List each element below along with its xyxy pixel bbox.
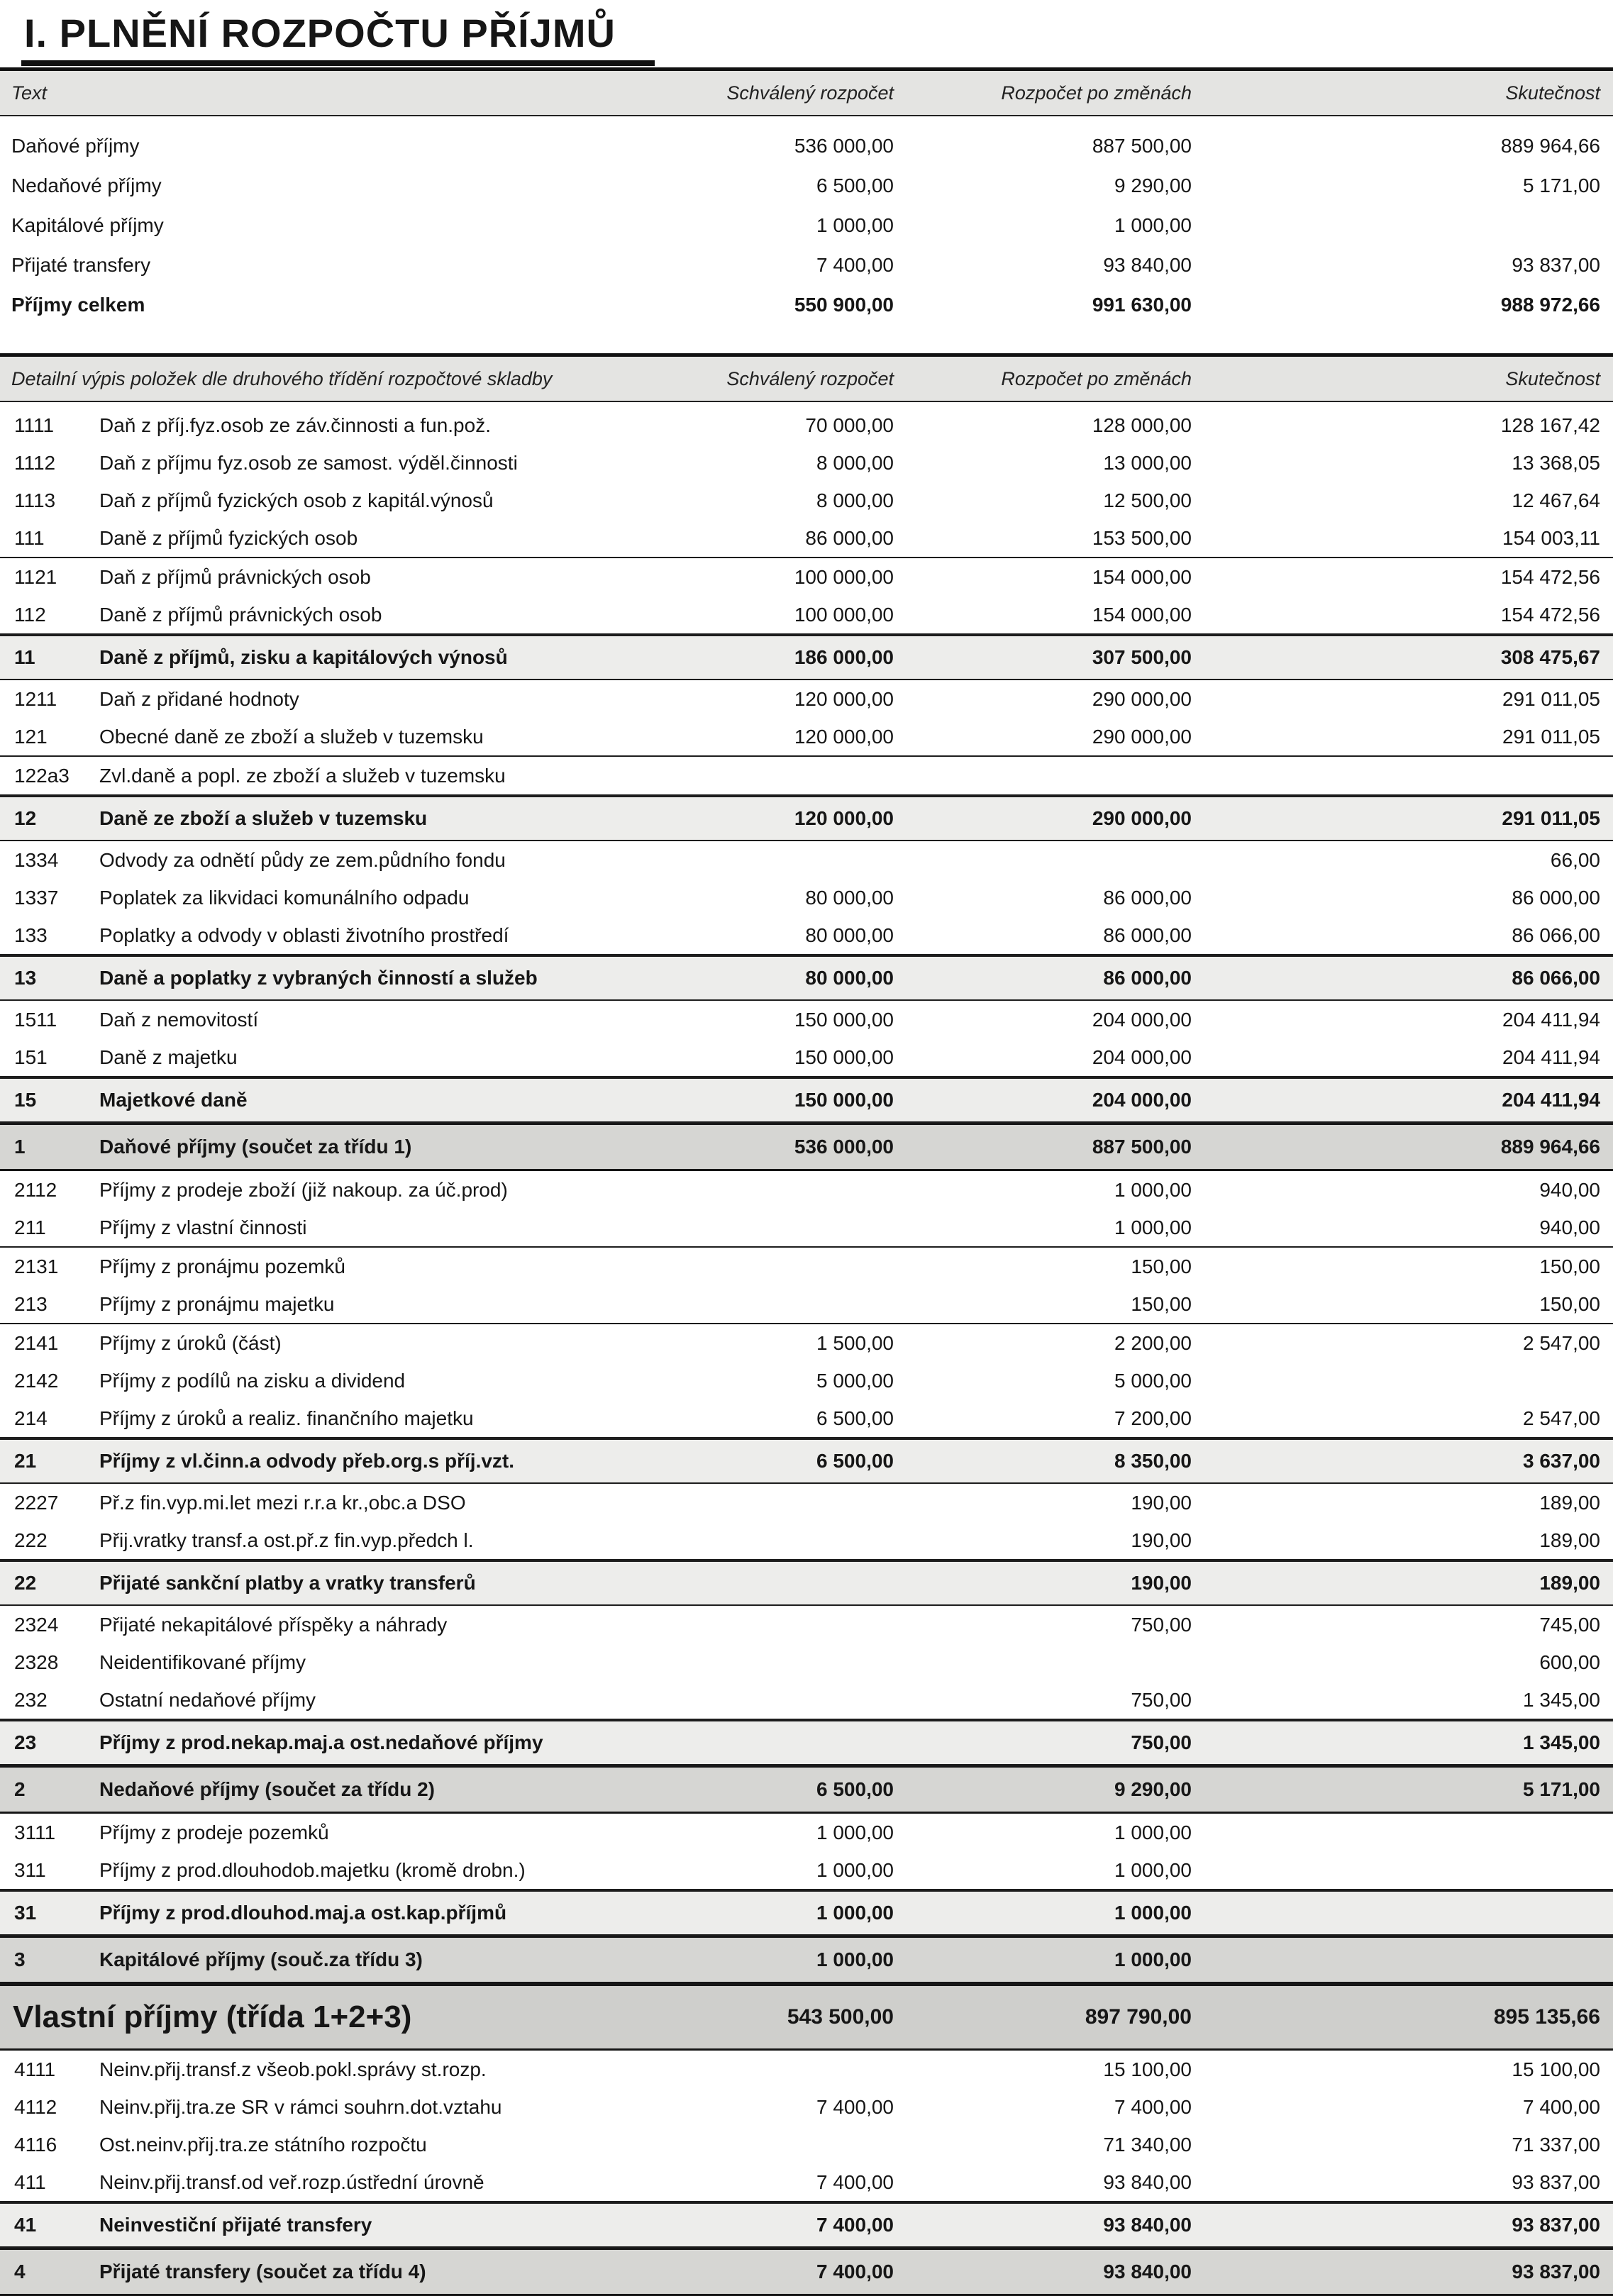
row-label: Příjmy z podílů na zisku a dividend xyxy=(99,1369,406,1392)
row-actual-value: 291 011,05 xyxy=(1502,687,1600,710)
row-label: Daň z příj.fyz.osob ze záv.činnosti a fun.pož. xyxy=(99,414,491,436)
row-label: Příjmy z pronájmu majetku xyxy=(99,1292,335,1315)
row-label: Vlastní příjmy (třída 1+2+3) xyxy=(13,2000,412,2034)
row-label: Ost.neinv.přij.tra.ze státního rozpočtu xyxy=(99,2133,427,2156)
budget-item-row xyxy=(0,1643,1613,1681)
row-label: Daně z příjmů fyzických osob xyxy=(99,526,358,549)
row-amended-value: 150,00 xyxy=(1131,1292,1192,1315)
row-amended-value: 1 000,00 xyxy=(1114,1948,1192,1970)
row-amended-value: 8 350,00 xyxy=(1114,1450,1192,1472)
budget-item-row xyxy=(0,1984,1613,2051)
row-amended-value: 1 000,00 xyxy=(1114,1858,1192,1881)
row-amended-value: 750,00 xyxy=(1131,1731,1192,1753)
row-label: Příjmy z úroků a realiz. finančního majetku xyxy=(99,1407,474,1429)
row-amended-value: 128 000,00 xyxy=(1092,414,1192,436)
amended-budget-column-header: Rozpočet po změnách xyxy=(1001,82,1192,104)
row-label: Kapitálové příjmy (souč.za třídu 3) xyxy=(99,1948,423,1970)
row-label: Nedaňové příjmy (součet za třídu 2) xyxy=(99,1778,435,1800)
row-actual-value: 5 171,00 xyxy=(1523,1778,1600,1800)
row-label: Příjmy z vlastní činnosti xyxy=(99,1216,307,1238)
budget-item-row xyxy=(0,596,1613,635)
row-code: 1337 xyxy=(14,886,59,909)
row-actual-value: 2 547,00 xyxy=(1523,1407,1600,1429)
row-label: Poplatek za likvidaci komunálního odpadu xyxy=(99,886,470,909)
row-actual-value: 66,00 xyxy=(1550,848,1600,871)
budget-item-row xyxy=(0,1077,1613,1123)
row-actual-value: 204 411,94 xyxy=(1502,1008,1600,1031)
row-label: Obecné daně ze zboží a služeb v tuzemsku xyxy=(99,725,484,748)
row-approved-value: 7 400,00 xyxy=(816,2095,894,2118)
detail-header-row xyxy=(0,353,1613,402)
row-code: 411 xyxy=(14,2170,46,2193)
row-actual-value: 86 066,00 xyxy=(1512,924,1600,946)
row-amended-value: 1 000,00 xyxy=(1114,214,1192,236)
budget-item-row xyxy=(0,2051,1613,2088)
approved-budget-column-header: Schválený rozpočet xyxy=(726,82,894,104)
row-code: 12 xyxy=(14,807,37,829)
row-approved-value: 1 000,00 xyxy=(816,214,894,236)
row-label: Neinv.přij.transf.z všeob.pokl.správy st.rozp. xyxy=(99,2058,487,2080)
row-approved-value: 6 500,00 xyxy=(816,174,894,196)
row-actual-value: 93 837,00 xyxy=(1512,254,1600,276)
row-actual-value: 189,00 xyxy=(1539,1529,1600,1551)
row-approved-value: 70 000,00 xyxy=(805,414,894,436)
row-actual-value: 204 411,94 xyxy=(1502,1089,1600,1111)
row-code: 2131 xyxy=(14,1255,59,1277)
row-label: Neinv.přij.transf.od veř.rozp.ústřední úrovně xyxy=(99,2170,484,2193)
detail-section-header: Detailní výpis položek dle druhového třídění rozpočtové skladby xyxy=(11,367,553,389)
row-amended-value: 204 000,00 xyxy=(1092,1089,1192,1111)
budget-item-row xyxy=(0,1362,1613,1399)
budget-item-row xyxy=(0,1001,1613,1038)
budget-item-row xyxy=(0,1851,1613,1890)
row-code: 21 xyxy=(14,1450,37,1472)
row-actual-value: 3 637,00 xyxy=(1523,1450,1600,1472)
row-label: Daně a poplatky z vybraných činností a služeb xyxy=(99,967,538,989)
row-label: Daňové příjmy xyxy=(11,135,140,157)
row-label: Příjmy z prod.dlouhod.maj.a ost.kap.příjmů xyxy=(99,1902,507,1924)
budget-item-row xyxy=(0,1248,1613,1285)
row-code: 11 xyxy=(14,646,35,668)
row-actual-value: 15 100,00 xyxy=(1512,2058,1600,2080)
row-approved-value: 6 500,00 xyxy=(816,1450,894,1472)
row-amended-value: 93 840,00 xyxy=(1103,2170,1192,2193)
row-label: Ostatní nedaňové příjmy xyxy=(99,1688,316,1711)
row-amended-value: 86 000,00 xyxy=(1103,967,1192,989)
budget-item-row xyxy=(0,757,1613,796)
budget-item-row xyxy=(0,1560,1613,1606)
row-code: 4 xyxy=(14,2261,26,2283)
row-approved-value: 120 000,00 xyxy=(794,687,894,710)
row-amended-value: 15 100,00 xyxy=(1103,2058,1192,2080)
row-actual-value: 154 472,56 xyxy=(1500,565,1600,588)
row-amended-value: 897 790,00 xyxy=(1085,2005,1192,2029)
row-label: Daňové příjmy (součet za třídu 1) xyxy=(99,1136,412,1158)
summary-row xyxy=(0,166,1613,206)
row-amended-value: 153 500,00 xyxy=(1092,526,1192,549)
row-actual-value: 204 411,94 xyxy=(1502,1046,1600,1068)
row-approved-value: 120 000,00 xyxy=(794,807,894,829)
budget-item-row xyxy=(0,558,1613,596)
row-approved-value: 120 000,00 xyxy=(794,725,894,748)
budget-item-row xyxy=(0,1324,1613,1362)
row-approved-value: 1 000,00 xyxy=(816,1902,894,1924)
amended-budget-column-header-2: Rozpočet po změnách xyxy=(1001,367,1192,389)
row-label: Příjmy z prodeje pozemků xyxy=(99,1821,329,1843)
row-approved-value: 150 000,00 xyxy=(794,1089,894,1111)
row-approved-value: 86 000,00 xyxy=(805,526,894,549)
row-approved-value: 543 500,00 xyxy=(787,2005,894,2029)
row-approved-value: 100 000,00 xyxy=(794,603,894,626)
row-approved-value: 100 000,00 xyxy=(794,565,894,588)
row-amended-value: 190,00 xyxy=(1131,1529,1192,1551)
row-code: 133 xyxy=(14,924,48,946)
row-code: 15 xyxy=(14,1089,37,1111)
row-amended-value: 9 290,00 xyxy=(1114,174,1192,196)
row-amended-value: 750,00 xyxy=(1131,1613,1192,1636)
budget-item-row xyxy=(0,1765,1613,1814)
row-code: 2112 xyxy=(14,1178,57,1201)
row-code: 2227 xyxy=(14,1491,59,1514)
row-code: 31 xyxy=(14,1902,37,1924)
summary-row xyxy=(0,245,1613,285)
row-actual-value: 150,00 xyxy=(1539,1292,1600,1315)
budget-item-row xyxy=(0,955,1613,1001)
row-approved-value: 150 000,00 xyxy=(794,1008,894,1031)
row-approved-value: 1 000,00 xyxy=(816,1948,894,1970)
row-amended-value: 290 000,00 xyxy=(1092,725,1192,748)
budget-item-row xyxy=(0,680,1613,718)
row-code: 1113 xyxy=(14,489,56,511)
row-approved-value: 550 900,00 xyxy=(794,294,894,316)
row-code: 111 xyxy=(14,526,45,549)
row-actual-value: 189,00 xyxy=(1539,1491,1600,1514)
summary-table xyxy=(0,126,1613,325)
row-amended-value: 86 000,00 xyxy=(1103,924,1192,946)
row-approved-value: 186 000,00 xyxy=(794,646,894,668)
row-amended-value: 2 200,00 xyxy=(1114,1331,1192,1354)
row-code: 1334 xyxy=(14,848,59,871)
row-actual-value: 1 345,00 xyxy=(1523,1688,1600,1711)
row-code: 1112 xyxy=(14,451,56,474)
row-label: Neidentifikované příjmy xyxy=(99,1651,306,1673)
row-approved-value: 7 400,00 xyxy=(816,2261,894,2283)
row-label: Příjmy z úroků (část) xyxy=(99,1331,282,1354)
row-approved-value: 6 500,00 xyxy=(816,1778,894,1800)
row-actual-value: 940,00 xyxy=(1539,1178,1600,1201)
budget-item-row xyxy=(0,1521,1613,1560)
budget-item-row xyxy=(0,1484,1613,1521)
row-amended-value: 750,00 xyxy=(1131,1688,1192,1711)
row-label: Přijaté transfery (součet za třídu 4) xyxy=(99,2261,426,2283)
row-approved-value: 536 000,00 xyxy=(794,135,894,157)
row-code: 222 xyxy=(14,1529,48,1551)
row-code: 4112 xyxy=(14,2095,57,2118)
row-actual-value: 2 547,00 xyxy=(1523,1331,1600,1354)
summary-row xyxy=(0,126,1613,166)
row-actual-value: 291 011,05 xyxy=(1502,725,1600,748)
row-amended-value: 204 000,00 xyxy=(1092,1046,1192,1068)
budget-item-row xyxy=(0,2163,1613,2202)
row-amended-value: 887 500,00 xyxy=(1092,135,1192,157)
budget-item-row xyxy=(0,1890,1613,1936)
row-approved-value: 80 000,00 xyxy=(805,886,894,909)
row-actual-value: 154 472,56 xyxy=(1500,603,1600,626)
row-actual-value: 988 972,66 xyxy=(1500,294,1600,316)
row-approved-value: 80 000,00 xyxy=(805,967,894,989)
row-code: 121 xyxy=(14,725,48,748)
row-amended-value: 12 500,00 xyxy=(1103,489,1192,511)
budget-item-row xyxy=(0,2126,1613,2163)
row-approved-value: 150 000,00 xyxy=(794,1046,894,1068)
row-label: Daň z přidané hodnoty xyxy=(99,687,299,710)
row-code: 2 xyxy=(14,1778,26,1800)
budget-item-row xyxy=(0,635,1613,680)
detail-table xyxy=(0,406,1613,2296)
budget-item-row xyxy=(0,2088,1613,2126)
budget-item-row xyxy=(0,1171,1613,1209)
row-code: 213 xyxy=(14,1292,48,1315)
budget-item-row xyxy=(0,1038,1613,1077)
approved-budget-column-header-2: Schválený rozpočet xyxy=(726,367,894,389)
row-label: Poplatky a odvody v oblasti životního prostředí xyxy=(99,924,509,946)
row-actual-value: 889 964,66 xyxy=(1500,1136,1600,1158)
row-actual-value: 86 000,00 xyxy=(1512,886,1600,909)
row-label: Přij.vratky transf.a ost.př.z fin.vyp.předch l. xyxy=(99,1529,474,1551)
row-code: 22 xyxy=(14,1572,37,1594)
row-actual-value: 93 837,00 xyxy=(1512,2261,1600,2283)
row-code: 112 xyxy=(14,603,46,626)
row-amended-value: 1 000,00 xyxy=(1114,1178,1192,1201)
row-approved-value: 5 000,00 xyxy=(816,1369,894,1392)
row-actual-value: 12 467,64 xyxy=(1512,489,1600,511)
budget-item-row xyxy=(0,482,1613,519)
row-amended-value: 7 400,00 xyxy=(1114,2095,1192,2118)
budget-item-row xyxy=(0,879,1613,916)
row-approved-value: 7 400,00 xyxy=(816,254,894,276)
budget-item-row xyxy=(0,406,1613,444)
row-actual-value: 13 368,05 xyxy=(1512,451,1600,474)
row-approved-value: 6 500,00 xyxy=(816,1407,894,1429)
row-label: Přijaté transfery xyxy=(11,254,151,276)
summary-text-column-header: Text xyxy=(11,82,48,104)
row-approved-value: 8 000,00 xyxy=(816,489,894,511)
row-code: 1211 xyxy=(14,687,57,710)
row-amended-value: 93 840,00 xyxy=(1103,254,1192,276)
budget-item-row xyxy=(0,519,1613,558)
row-code: 2324 xyxy=(14,1613,59,1636)
row-approved-value: 1 000,00 xyxy=(816,1858,894,1881)
budget-item-row xyxy=(0,2202,1613,2248)
row-approved-value: 536 000,00 xyxy=(794,1136,894,1158)
row-approved-value: 1 500,00 xyxy=(816,1331,894,1354)
row-label: Zvl.daně a popl. ze zboží a služeb v tuzemsku xyxy=(99,764,506,787)
budget-item-row xyxy=(0,1606,1613,1643)
budget-item-row xyxy=(0,1814,1613,1851)
row-amended-value: 190,00 xyxy=(1131,1572,1192,1594)
row-amended-value: 93 840,00 xyxy=(1103,2214,1192,2236)
row-actual-value: 889 964,66 xyxy=(1500,135,1600,157)
row-code: 1511 xyxy=(14,1008,57,1031)
row-code: 2328 xyxy=(14,1651,59,1673)
row-amended-value: 71 340,00 xyxy=(1103,2133,1192,2156)
row-actual-value: 93 837,00 xyxy=(1512,2214,1600,2236)
row-label: Daně ze zboží a služeb v tuzemsku xyxy=(99,807,428,829)
row-code: 2141 xyxy=(14,1331,59,1354)
row-code: 122a3 xyxy=(14,764,70,787)
row-label: Daň z příjmů právnických osob xyxy=(99,565,371,588)
row-label: Daň z nemovitostí xyxy=(99,1008,259,1031)
row-label: Příjmy z pronájmu pozemků xyxy=(99,1255,346,1277)
row-actual-value: 86 066,00 xyxy=(1512,967,1600,989)
row-amended-value: 5 000,00 xyxy=(1114,1369,1192,1392)
row-amended-value: 9 290,00 xyxy=(1114,1778,1192,1800)
row-actual-value: 150,00 xyxy=(1539,1255,1600,1277)
row-label: Příjmy z vl.činn.a odvody přeb.org.s příj.vzt. xyxy=(99,1450,515,1472)
row-actual-value: 189,00 xyxy=(1539,1572,1600,1594)
page-title: I. PLNĚNÍ ROZPOČTU PŘÍJMŮ xyxy=(21,10,655,66)
row-amended-value: 13 000,00 xyxy=(1103,451,1192,474)
row-label: Neinvestiční přijaté transfery xyxy=(99,2214,372,2236)
summary-header-row xyxy=(0,67,1613,116)
row-actual-value: 1 345,00 xyxy=(1523,1731,1600,1753)
row-code: 151 xyxy=(14,1046,48,1068)
row-label: Neinv.přij.tra.ze SR v rámci souhrn.dot.vztahu xyxy=(99,2095,502,2118)
row-amended-value: 1 000,00 xyxy=(1114,1216,1192,1238)
row-label: Daň z příjmu fyz.osob ze samost. výděl.činnosti xyxy=(99,451,518,474)
row-label: Př.z fin.vyp.mi.let mezi r.r.a kr.,obc.a DSO xyxy=(99,1491,466,1514)
row-approved-value: 8 000,00 xyxy=(816,451,894,474)
row-actual-value: 600,00 xyxy=(1539,1651,1600,1673)
row-label: Daň z příjmů fyzických osob z kapitál.výnosů xyxy=(99,489,494,511)
row-actual-value: 128 167,42 xyxy=(1500,414,1600,436)
budget-item-row xyxy=(0,1438,1613,1484)
row-code: 2142 xyxy=(14,1369,59,1392)
row-amended-value: 1 000,00 xyxy=(1114,1902,1192,1924)
row-code: 13 xyxy=(14,967,37,989)
budget-item-row xyxy=(0,444,1613,482)
row-code: 4111 xyxy=(14,2058,56,2080)
budget-item-row xyxy=(0,1209,1613,1248)
row-label: Přijaté nekapitálové příspěky a náhrady xyxy=(99,1613,448,1636)
row-code: 4116 xyxy=(14,2133,57,2156)
row-label: Majetkové daně xyxy=(99,1089,248,1111)
row-label: Daně z majetku xyxy=(99,1046,238,1068)
row-code: 41 xyxy=(14,2214,37,2236)
row-code: 214 xyxy=(14,1407,48,1429)
budget-item-row xyxy=(0,2248,1613,2296)
row-actual-value: 93 837,00 xyxy=(1512,2170,1600,2193)
row-code: 1121 xyxy=(14,565,57,588)
row-actual-value: 154 003,11 xyxy=(1502,526,1600,549)
row-amended-value: 307 500,00 xyxy=(1092,646,1192,668)
row-actual-value: 895 135,66 xyxy=(1493,2005,1600,2029)
row-amended-value: 93 840,00 xyxy=(1103,2261,1192,2283)
row-amended-value: 887 500,00 xyxy=(1092,1136,1192,1158)
row-code: 1 xyxy=(14,1136,26,1158)
row-code: 3 xyxy=(14,1948,26,1970)
row-code: 211 xyxy=(14,1216,46,1238)
budget-item-row xyxy=(0,1123,1613,1171)
budget-item-row xyxy=(0,1285,1613,1324)
row-amended-value: 204 000,00 xyxy=(1092,1008,1192,1031)
budget-item-row xyxy=(0,916,1613,955)
row-label: Nedaňové příjmy xyxy=(11,174,162,196)
row-label: Příjmy z prod.dlouhodob.majetku (kromě drobn.) xyxy=(99,1858,526,1881)
row-label: Daně z příjmů, zisku a kapitálových výnosů xyxy=(99,646,508,668)
row-amended-value: 86 000,00 xyxy=(1103,886,1192,909)
row-code: 1111 xyxy=(14,414,55,436)
summary-row xyxy=(0,206,1613,245)
budget-item-row xyxy=(0,1681,1613,1720)
row-actual-value: 5 171,00 xyxy=(1523,174,1600,196)
actual-column-header-2: Skutečnost xyxy=(1505,367,1600,389)
row-approved-value: 1 000,00 xyxy=(816,1821,894,1843)
row-code: 232 xyxy=(14,1688,48,1711)
row-amended-value: 7 200,00 xyxy=(1114,1407,1192,1429)
row-amended-value: 290 000,00 xyxy=(1092,687,1192,710)
row-label: Příjmy z prodeje zboží (již nakoup. za úč.prod) xyxy=(99,1178,508,1201)
row-label: Příjmy z prod.nekap.maj.a ost.nedaňové příjmy xyxy=(99,1731,543,1753)
row-label: Daně z příjmů právnických osob xyxy=(99,603,382,626)
row-amended-value: 991 630,00 xyxy=(1092,294,1192,316)
row-amended-value: 154 000,00 xyxy=(1092,603,1192,626)
row-approved-value: 80 000,00 xyxy=(805,924,894,946)
row-code: 3111 xyxy=(14,1821,56,1843)
row-label: Přijaté sankční platby a vratky transferů xyxy=(99,1572,476,1594)
row-code: 23 xyxy=(14,1731,37,1753)
actual-column-header: Skutečnost xyxy=(1505,82,1600,104)
row-amended-value: 290 000,00 xyxy=(1092,807,1192,829)
row-label: Příjmy celkem xyxy=(11,294,145,316)
budget-item-row xyxy=(0,1720,1613,1765)
row-code: 311 xyxy=(14,1858,46,1881)
row-amended-value: 190,00 xyxy=(1131,1491,1192,1514)
row-actual-value: 71 337,00 xyxy=(1512,2133,1600,2156)
row-amended-value: 154 000,00 xyxy=(1092,565,1192,588)
row-amended-value: 150,00 xyxy=(1131,1255,1192,1277)
budget-item-row xyxy=(0,718,1613,757)
row-approved-value: 7 400,00 xyxy=(816,2214,894,2236)
budget-item-row xyxy=(0,1399,1613,1438)
budget-item-row xyxy=(0,841,1613,879)
row-label: Odvody za odnětí půdy ze zem.půdního fondu xyxy=(99,848,506,871)
budget-item-row xyxy=(0,796,1613,841)
row-approved-value: 7 400,00 xyxy=(816,2170,894,2193)
row-label: Kapitálové příjmy xyxy=(11,214,164,236)
row-actual-value: 745,00 xyxy=(1539,1613,1600,1636)
row-actual-value: 940,00 xyxy=(1539,1216,1600,1238)
row-actual-value: 291 011,05 xyxy=(1502,807,1600,829)
row-actual-value: 308 475,67 xyxy=(1500,646,1600,668)
row-actual-value: 7 400,00 xyxy=(1523,2095,1600,2118)
budget-item-row xyxy=(0,1936,1613,1984)
row-amended-value: 1 000,00 xyxy=(1114,1821,1192,1843)
summary-row xyxy=(0,285,1613,325)
